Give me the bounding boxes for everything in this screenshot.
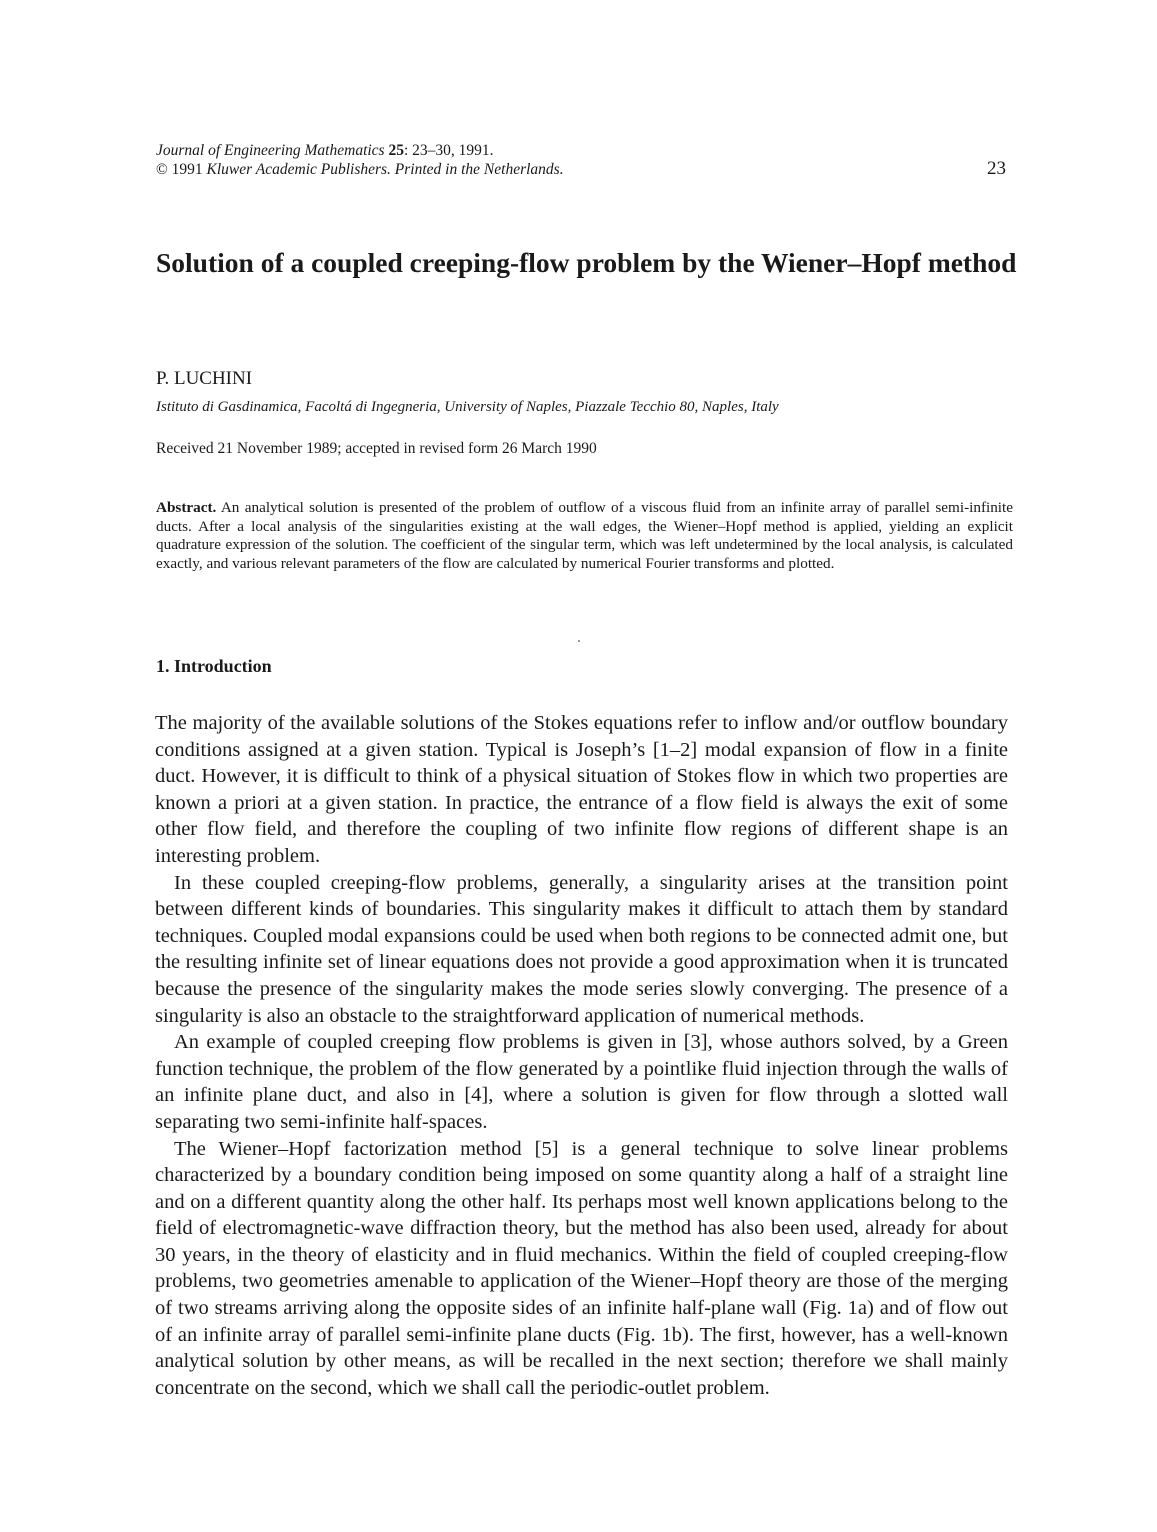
- journal-pages-year: : 23–30, 1991.: [403, 142, 494, 159]
- journal-header: [156, 141, 1016, 179]
- paragraph: In these coupled creeping-flow problems, generally, a singularity arises at the transition point between different kinds of boundaries. This singularity makes it difficult to attach them by standard techniques. Coupled modal expansions could be used when both regions to be connected admit one, but the resulting infinite set of linear equations does not provide a good approximation when it is truncated because the presence of the singularity makes the mode series slowly converging. The presence of a singularity is also an obstacle to the straightforward application of numerical methods.: [155, 871, 1008, 1027]
- abstract-label: Abstract.: [156, 499, 217, 516]
- journal-citation: [156, 141, 1016, 160]
- page-number: 23: [987, 158, 1006, 179]
- section-body: [155, 710, 1008, 1401]
- abstract-text: An analytical solution is presented of the problem of outflow of a viscous fluid from an infinite array of parallel semi-infinite ducts. After a local analysis of the singularities existing at the wall edges, the Wiener–Hopf method is applied, yielding an explicit quadrature expression of the solution. The coefficient of the singular term, which was left undetermined by the local analysis, is calculated exactly, and various relevant parameters of the flow are calculated by numerical Fourier transforms and plotted.: [156, 499, 1013, 573]
- scan-speck: [578, 640, 580, 642]
- author-affiliation: Istituto di Gasdinamica, Facoltá di Ingegneria, University of Naples, Piazzale Tecchio 80, Naples, Italy: [156, 399, 779, 415]
- journal-volume: 25: [388, 142, 404, 159]
- copyright-icon: ©: [156, 161, 168, 178]
- paragraph: The majority of the available solutions of the Stokes equations refer to inflow and/or outflow boundary conditions assigned at a given station. Typical is Joseph’s [1–2] modal expansion of flow in a finite duct. However, it is difficult to think of a physical situation of Stokes flow in which two properties are known a priori at a given station. In practice, the entrance of a flow field is always the exit of some other flow field, and therefore the coupling of two infinite flow regions of different shape is an interesting problem.: [155, 712, 1008, 867]
- paragraph: The Wiener–Hopf factorization method [5] is a general technique to solve linear problems characterized by a boundary condition being imposed on some quantity along a half of a straight line and on a different quantity along the other half. Its perhaps most well known applications belong to the field of electromagnetic-wave diffraction theory, but the method has also been used, already for about 30 years, in the theory of elasticity and in fluid mechanics. Within the field of coupled creeping-flow problems, two geometries amenable to application of the Wiener–Hopf theory are those of the merging of two streams arriving along the opposite sides of an infinite half-plane wall (Fig. 1a) and of flow out of an infinite array of parallel semi-infinite plane ducts (Fig. 1b). The first, however, has a well-known analytical solution by other means, as will be recalled in the next section; therefore we shall mainly concentrate on the second, which we shall call the periodic-outlet problem.: [155, 1137, 1008, 1399]
- article-title: Solution of a coupled creeping-flow problem by the Wiener–Hopf method: [156, 247, 1017, 278]
- section-heading: 1. Introduction: [156, 656, 272, 676]
- abstract: [156, 499, 1013, 574]
- paragraph: An example of coupled creeping flow problems is given in [3], whose authors solved, by a Green function technique, the problem of the flow generated by a pointlike fluid injection through the walls of an infinite plane duct, and also in [4], where a solution is given for flow through a slotted wall separating two semi-infinite half-spaces.: [155, 1031, 1008, 1133]
- publisher: Kluwer Academic Publishers. Printed in the Netherlands.: [206, 161, 564, 178]
- journal-name: Journal of Engineering Mathematics: [156, 142, 385, 159]
- copyright-year: 1991: [167, 161, 207, 178]
- received-dates: Received 21 November 1989; accepted in revised form 26 March 1990: [156, 440, 597, 457]
- copyright-line: [156, 160, 1016, 179]
- author-name: P. LUCHINI: [156, 368, 253, 389]
